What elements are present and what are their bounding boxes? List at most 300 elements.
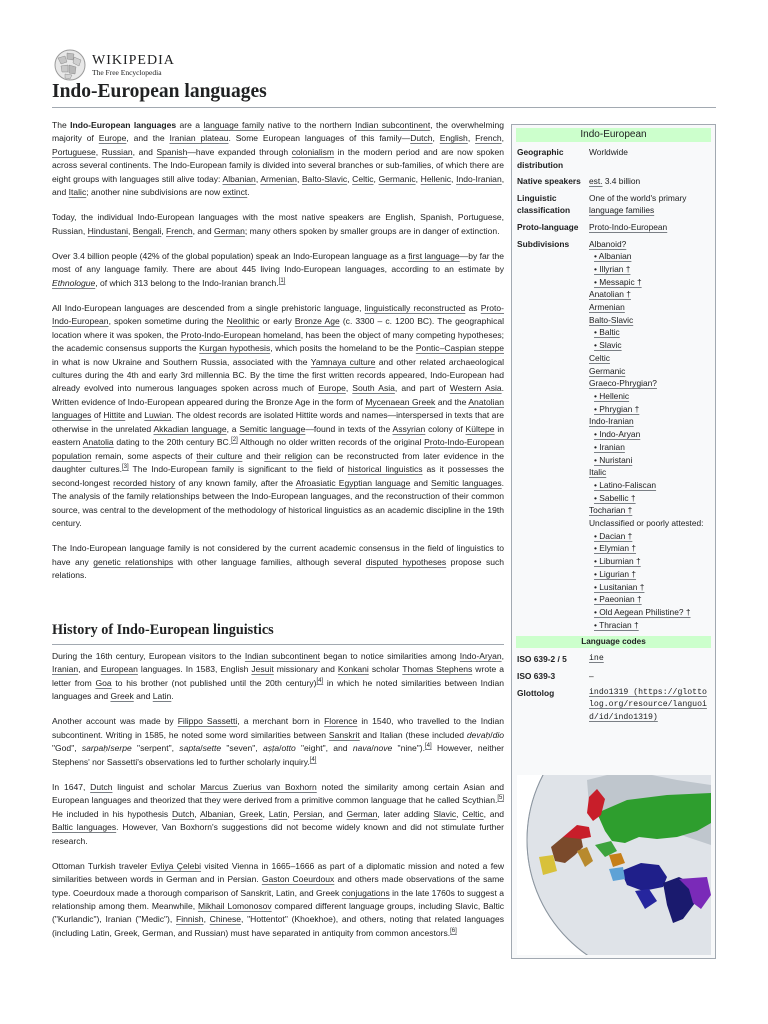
subdivision-link[interactable]: • Dacian †	[594, 530, 633, 541]
text: One of the world's primary	[589, 192, 687, 203]
link-proto-indo-european[interactable]: Proto-Indo-European	[589, 221, 668, 232]
link-hellenic[interactable]: Hellenic	[420, 173, 452, 184]
link-mycenaean-greek[interactable]: Mycenaean Greek	[365, 396, 436, 407]
paragraph-7	[52, 715, 504, 769]
subdivision-item[interactable]	[589, 492, 710, 505]
text: "nine").	[392, 743, 426, 754]
subdivision-item[interactable]	[589, 365, 710, 378]
text: Another account was made by	[52, 716, 178, 727]
text: , of which 313 belong to the Indo-Iranian branch.	[95, 277, 279, 288]
text: Although no older written records of the original	[237, 437, 425, 448]
wordmark-tagline: The Free Encyclopedia	[92, 67, 162, 77]
infobox-row-speakers	[512, 173, 715, 190]
link-indo-aryan[interactable]: Indo-Aryan	[459, 651, 502, 661]
subdivision-link[interactable]: • Phrygian †	[594, 403, 640, 414]
link-yamnaya-culture[interactable]: Yamnaya culture	[310, 356, 376, 367]
link-glottolog[interactable]: indo1319 (https://glottolog.org/resource/languoid/id/indo1319)	[589, 687, 707, 722]
subdivision-item[interactable]	[589, 250, 710, 263]
text: "God",	[52, 743, 82, 754]
link-their-culture[interactable]: their culture	[196, 450, 243, 461]
subdivision-link[interactable]: • Baltic	[594, 327, 620, 338]
text: ,	[347, 173, 353, 184]
subdivision-link[interactable]: Germanic	[589, 365, 626, 376]
subdivision-link[interactable]: • Sabellic †	[594, 492, 636, 503]
link-western-asia[interactable]: Western Asia	[449, 383, 502, 394]
wikipedia-globe-icon[interactable]	[52, 48, 88, 82]
paragraph-8	[52, 781, 504, 848]
text: /	[279, 743, 282, 754]
subdivision-link[interactable]: • Old Aegean Philistine? †	[594, 606, 691, 617]
subdivision-item[interactable]	[589, 530, 710, 543]
text: , has been the object of many competing hypotheses; the academic consensus supports the	[52, 329, 504, 354]
infobox-label: Subdivisions	[517, 238, 570, 249]
link-anatolian-languages[interactable]: Anatolian languages	[52, 396, 504, 421]
text: of	[91, 410, 104, 421]
link-neolithic[interactable]: Neolithic	[226, 316, 260, 327]
link-celtic[interactable]: Celtic	[352, 173, 374, 184]
text: scholar	[368, 664, 403, 675]
text: , a	[226, 423, 240, 434]
site-header[interactable]	[52, 48, 175, 82]
text: or early	[259, 316, 295, 327]
subdivision-list	[589, 238, 710, 632]
text: propose such relations.	[52, 556, 505, 580]
link-french[interactable]: French	[166, 225, 193, 236]
infobox-label: Geographic distribution	[517, 147, 564, 170]
text: "serpent",	[131, 743, 180, 754]
link-french[interactable]: French	[475, 133, 502, 144]
link-evliya-celebi[interactable]: Evliya Çelebi	[150, 860, 202, 871]
text: . However, Van Boxhorn's suggestions did not become widely known and did not stimulate further research.	[52, 822, 504, 846]
subdivision-item[interactable]	[589, 339, 710, 352]
subdivision-item[interactable]	[589, 326, 710, 339]
word-italian: dio	[492, 729, 504, 740]
subdivision-link[interactable]: • Nuristani	[594, 454, 633, 465]
paragraph-6	[52, 650, 504, 704]
link-iranian-plateau[interactable]: Iranian plateau	[169, 133, 229, 144]
link-their-religion[interactable]: their religion	[264, 450, 313, 461]
link-europe[interactable]: Europe	[318, 383, 346, 394]
link-linguistically-reconstructed[interactable]: linguistically reconstructed	[364, 302, 466, 313]
link-ethnologue[interactable]: Ethnologue	[52, 277, 96, 288]
link-italic[interactable]: Italic	[68, 187, 87, 198]
paragraph-1	[52, 119, 504, 200]
subdivision-item[interactable]	[589, 593, 710, 606]
text: dating to the 20th century BC.	[113, 437, 232, 448]
text: , a merchant born in	[237, 716, 325, 727]
text: noted the similarity among certain Asian and European languages and theorized that they were derived from a primitive common language that he called Scythian.	[52, 781, 504, 806]
citation-4[interactable]: [4]	[309, 756, 317, 763]
link-latin[interactable]: Latin	[152, 691, 172, 702]
text: to his brother (not published until the 20th century)	[111, 677, 317, 688]
subdivision-link[interactable]: Graeco-Phrygian?	[589, 378, 657, 389]
infobox-label: Glottolog	[517, 687, 555, 698]
article-section-history	[52, 650, 504, 952]
text: ,	[451, 173, 457, 184]
subdivision-item[interactable]	[589, 403, 710, 416]
subdivision-link[interactable]: • Illyrian †	[594, 263, 631, 274]
link-latin[interactable]: Latin	[268, 808, 288, 819]
link-pie-population[interactable]: Proto-Indo-European population	[52, 437, 504, 461]
word-sanskrit: devaḥ	[466, 729, 491, 740]
text: ,	[456, 808, 463, 819]
link-greek[interactable]: Greek	[110, 691, 134, 702]
infobox-title: Indo-European	[516, 128, 711, 142]
text: ,	[161, 225, 167, 236]
text: However, neither Stephens' nor Sassetti's observations led to further scholarly inquiry.	[52, 743, 505, 767]
text: as	[465, 302, 481, 313]
text: Over 3.4 billion people (42% of the global population) speak an Indo-European language as a	[52, 250, 409, 261]
text: ,	[432, 133, 440, 144]
link-portuguese[interactable]: Portuguese	[52, 146, 96, 157]
text: (c. 3300 – c. 1200 BC). The geographical location where it was spoken, the	[52, 316, 505, 340]
subdivision-item[interactable]	[589, 619, 710, 632]
text: "eight", and	[295, 743, 353, 754]
text: ,	[501, 651, 504, 661]
link-dutch[interactable]: Dutch	[90, 781, 113, 792]
text: . Written evidence of Indo-European appeared during the Bronze Age in the form of	[52, 383, 505, 407]
text: ; many others spoken by smaller groups are in danger of extinction.	[244, 225, 500, 236]
subdivision-item[interactable]	[589, 441, 710, 454]
text: native to the northern	[264, 120, 356, 130]
subdivision-item[interactable]	[589, 238, 710, 251]
link-konkani[interactable]: Konkani	[337, 664, 369, 675]
text: compared different language groups, including Slavic, Baltic ("Kurlandic"), Iranian ("Medic"),	[52, 901, 504, 925]
link-bronze-age[interactable]: Bronze Age	[294, 316, 340, 327]
text: In 1647,	[52, 781, 91, 792]
map-image	[517, 775, 711, 955]
link-indian-subcontinent[interactable]: Indian subcontinent	[355, 120, 431, 130]
infobox-value	[589, 687, 710, 725]
text: in which he noted similarities between Indian languages and	[52, 677, 504, 702]
link-finnish[interactable]: Finnish	[176, 914, 204, 925]
subdivision-link[interactable]: • Hellenic	[594, 391, 630, 401]
text: . The oldest records are isolated Hittite words and names—interspersed in texts that are otherwise in the unrelated	[52, 410, 504, 434]
text: linguist and scholar	[112, 781, 201, 792]
subdivision-item[interactable]	[589, 288, 710, 301]
citation-4[interactable]: [4]	[425, 743, 432, 750]
text: ,	[262, 808, 269, 819]
link-sanskrit[interactable]: Sanskrit	[328, 729, 360, 740]
paragraph-2	[52, 211, 504, 238]
link-hittite[interactable]: Hittite	[103, 410, 126, 421]
link-indian-subcontinent[interactable]: Indian subcontinent	[244, 651, 320, 661]
link-balto-slavic[interactable]: Balto-Slavic	[301, 173, 348, 184]
subdivision-link[interactable]: • Messapic †	[594, 276, 642, 287]
text: wrote a letter from	[52, 664, 504, 688]
infobox-label: Native speakers	[517, 176, 581, 187]
subdivision-item[interactable]	[589, 377, 710, 390]
infobox-row-proto-language	[512, 219, 715, 236]
text: and other related archaeological cultures during the 4th and early 3rd millennia BC. By the time the first written records appeared, Indo-European had already evolved into numerous languages spoken across much of	[52, 356, 504, 394]
text: During the 16th century, European visitors to the	[52, 651, 245, 661]
link-kultepe[interactable]: Kültepe	[465, 423, 495, 434]
text: and	[125, 410, 145, 421]
speakers-count: 3.4 billion	[602, 176, 641, 187]
infobox-label: Linguistic classification	[517, 192, 571, 216]
text: ,	[233, 808, 240, 819]
link-extinct[interactable]: extinct	[222, 187, 248, 198]
infobox-row-iso6393	[512, 668, 715, 685]
indo-european-distribution-map[interactable]	[517, 775, 711, 955]
text: and others made observations of the same type. Coeurdoux made a thorough comparison of Sanskrit, Latin, and Greek	[52, 874, 504, 898]
text: ,	[287, 808, 294, 819]
link-dutch[interactable]: Dutch	[410, 133, 433, 144]
wikipedia-wordmark[interactable]	[92, 53, 175, 78]
link-baltic-languages[interactable]: Baltic languages	[52, 822, 117, 833]
subdivision-item[interactable]	[589, 504, 710, 517]
infobox-row-iso6392	[512, 651, 715, 668]
text: can be reconstructed from later evidence in the daughter cultures.	[52, 450, 504, 475]
page-title: Indo-European languages	[52, 79, 716, 108]
text: , and	[322, 808, 347, 819]
link-iso6392-code[interactable]: ine	[589, 654, 604, 664]
text: Ottoman Turkish traveler	[52, 860, 151, 871]
text: He included in his hypothesis	[52, 808, 172, 819]
text: of any known family, after the	[175, 477, 296, 488]
link-europe[interactable]: Europe	[98, 133, 127, 144]
subdivision-item[interactable]	[589, 415, 710, 428]
text: in 1540, who travelled to the Indian subcontinent. Writing in 1585, he noted some word similarities between	[52, 716, 504, 740]
word-italian: otto	[281, 743, 296, 754]
link-language-family[interactable]: language family	[203, 120, 265, 130]
text: and	[242, 450, 265, 461]
subdivision-link[interactable]: Armenian	[589, 302, 625, 313]
word-italian: nove	[373, 743, 393, 754]
infobox-value	[589, 221, 710, 234]
link-greek[interactable]: Greek	[239, 808, 263, 819]
link-genetic-relationships[interactable]: genetic relationships	[93, 556, 174, 567]
subdivision-link[interactable]: • Albanian	[594, 251, 632, 262]
infobox-label: ISO 639-3	[517, 670, 556, 681]
link-recorded-history[interactable]: recorded history	[113, 477, 176, 488]
link-hindustani[interactable]: Hindustani	[87, 225, 129, 236]
text: —found in texts of the	[305, 423, 393, 434]
link-kurgan-hypothesis[interactable]: Kurgan hypothesis	[199, 343, 271, 354]
text: The Indo-European language family is not considered by the current academic consensus in the field of linguistics to have any	[52, 543, 504, 567]
text: are a	[176, 120, 204, 130]
link-filippo-sassetti[interactable]: Filippo Sassetti	[177, 716, 238, 727]
text: , and the	[126, 133, 170, 144]
link-dutch[interactable]: Dutch	[171, 808, 195, 819]
link-german[interactable]: German	[214, 225, 245, 236]
link-semitic-language[interactable]: Semitic language	[239, 423, 306, 434]
subdivision-item: Unclassified or poorly attested:	[589, 518, 704, 529]
link-indo-iranian[interactable]: Indo-Iranian	[456, 173, 502, 184]
text: Today, the individual Indo-European languages with the most native speakers are English, Spanish, Portuguese, Russian,	[52, 212, 504, 236]
link-english[interactable]: English	[439, 133, 468, 144]
infobox-value	[589, 175, 710, 188]
link-assyrian[interactable]: Assyrian	[392, 423, 426, 434]
link-semitic-languages[interactable]: Semitic languages	[431, 477, 502, 488]
citation-5[interactable]: [5]	[497, 795, 504, 802]
text: —by far the most of any language family. There are about 445 living Indo-European languages, according to an estimate by	[52, 250, 504, 275]
paragraph-5	[52, 542, 504, 582]
text: /	[108, 743, 111, 754]
link-slavic[interactable]: Slavic	[433, 808, 457, 819]
subdivision-link[interactable]: Indo-Iranian	[589, 416, 634, 427]
link-estimate[interactable]: est.	[589, 176, 603, 187]
infobox	[511, 124, 716, 959]
text: and Italian (these included	[359, 729, 467, 740]
text: , and part of	[394, 383, 450, 394]
text: ,	[373, 173, 379, 184]
text: remain, some aspects of	[91, 450, 197, 461]
text: ,	[501, 133, 505, 144]
link-albanian[interactable]: Albanian	[222, 173, 256, 184]
text: ,	[95, 146, 102, 157]
infobox-row-classification	[512, 190, 715, 219]
text: and the	[435, 396, 469, 407]
subdivision-link[interactable]: • Liburnian †	[594, 556, 641, 567]
text: ; another nine subdivisions are now	[86, 187, 223, 198]
subdivision-item[interactable]	[589, 568, 710, 581]
subdivision-item[interactable]	[589, 390, 710, 403]
subdivision-link[interactable]: Celtic	[589, 352, 610, 363]
link-celtic[interactable]: Celtic	[462, 808, 484, 819]
link-goa[interactable]: Goa	[95, 677, 112, 688]
subdivision-link[interactable]: • Indo-Aryan	[594, 429, 641, 440]
link-spanish[interactable]: Spanish	[156, 146, 188, 157]
subdivision-link[interactable]: Albanoid?	[589, 238, 627, 249]
subdivision-item[interactable]	[589, 301, 710, 314]
link-afroasiatic-egyptian[interactable]: Afroasiatic Egyptian language	[295, 477, 411, 488]
infobox-row-subdivisions	[512, 236, 715, 634]
text: .	[247, 187, 250, 198]
subdivision-item[interactable]	[589, 606, 710, 619]
subdivision-item[interactable]	[589, 314, 710, 327]
text: ,	[467, 133, 476, 144]
citation-4[interactable]: [4]	[316, 678, 324, 685]
link-proto-indo-european[interactable]: Proto-Indo-European	[52, 302, 505, 327]
infobox-row-glottolog	[512, 685, 715, 727]
link-language-families[interactable]: language families	[589, 205, 655, 216]
text: , later adding	[377, 808, 434, 819]
subdivision-item[interactable]	[589, 352, 710, 365]
text: visited Vienna in 1665–1666 as part of a diplomatic mission and noted a few similarities between words in German and in Persian.	[52, 860, 505, 885]
link-first-language[interactable]: first language	[408, 250, 460, 261]
text: . The analysis of the family relationships between the Indo-European languages, and the reconstruction of their common source, was central to the development of the methodology of historical linguistics as an academic discipline in the 19th century.	[52, 477, 505, 529]
infobox-value: Worldwide	[589, 147, 628, 157]
subdivision-item[interactable]	[589, 263, 710, 276]
subdivision-link[interactable]: • Ligurian †	[594, 568, 637, 579]
infobox-value: –	[589, 670, 594, 681]
link-iranian[interactable]: Iranian	[52, 664, 79, 675]
text: with other language families, although several	[173, 556, 366, 567]
link-luwian[interactable]: Luwian	[144, 410, 172, 421]
text: in the late 1760s to suggest a relationship among them. Meanwhile,	[52, 887, 504, 912]
link-van-boxhorn[interactable]: Marcus Zuerius van Boxhorn	[200, 781, 317, 792]
text: /	[490, 729, 493, 740]
link-pie-homeland[interactable]: Proto-Indo-European homeland	[180, 329, 301, 340]
link-persian[interactable]: Persian	[293, 808, 323, 819]
text: and	[410, 477, 432, 488]
link-armenian[interactable]: Armenian	[260, 173, 297, 184]
subdivision-link[interactable]: • Slavic	[594, 340, 622, 351]
paragraph-3	[52, 250, 504, 290]
citation-2[interactable]: [2]	[231, 437, 238, 444]
infobox-value	[589, 192, 710, 217]
text: , and	[132, 146, 157, 157]
subdivision-link[interactable]: • Lusitanian †	[594, 581, 645, 592]
text: —have expanded through	[187, 146, 292, 157]
word-italian: serpe	[110, 743, 132, 754]
text: , and	[192, 225, 215, 236]
text: began to notice similarities among	[320, 651, 460, 661]
link-gaston-coeurdoux[interactable]: Gaston Coeurdoux	[261, 874, 335, 885]
link-colonialism[interactable]: colonialism	[291, 146, 335, 157]
text: "seven",	[221, 743, 263, 754]
text: /	[371, 743, 374, 754]
text: ,	[194, 808, 200, 819]
subdivision-item[interactable]	[589, 466, 710, 479]
text: colony of	[425, 423, 466, 434]
link-bengali[interactable]: Bengali	[132, 225, 162, 236]
text: . Some European languages of this family—	[228, 133, 411, 144]
subdivision-item[interactable]	[589, 581, 710, 594]
text: ,	[345, 383, 353, 394]
text: as it possesses the second-longest	[52, 464, 504, 488]
subdivision-link[interactable]: • Latino-Faliscan	[594, 479, 657, 490]
word-italian: sette	[202, 743, 222, 754]
text: .	[171, 691, 174, 702]
link-albanian[interactable]: Albanian	[199, 808, 234, 819]
link-florence[interactable]: Florence	[324, 716, 358, 727]
article-lead	[52, 119, 504, 594]
link-mikhail-lomonosov[interactable]: Mikhail Lomonosov	[197, 901, 272, 912]
subdivision-link[interactable]: • Paeonian †	[594, 594, 642, 605]
subdivision-item[interactable]	[589, 542, 710, 555]
subdivision-item[interactable]	[589, 428, 710, 441]
link-south-asia[interactable]: South Asia	[352, 383, 395, 394]
link-chinese[interactable]: Chinese	[209, 914, 242, 925]
subdivision-item[interactable]	[589, 454, 710, 467]
infobox-label: Proto-language	[517, 221, 579, 232]
link-anatolia[interactable]: Anatolia	[82, 437, 114, 448]
wordmark-title: WIKIPEDIA	[92, 52, 175, 68]
subdivision-item[interactable]	[589, 555, 710, 568]
subdivision-link[interactable]: Italic	[589, 467, 607, 478]
link-conjugations[interactable]: conjugations	[341, 887, 390, 898]
subdivision-link[interactable]: Balto-Slavic	[589, 314, 634, 325]
link-disputed-hypotheses[interactable]: disputed hypotheses	[365, 556, 447, 567]
citation-1[interactable]: [1]	[278, 277, 286, 284]
citation-6[interactable]: [6]	[450, 928, 457, 935]
subdivision-link[interactable]: • Elymian †	[594, 543, 637, 554]
link-germanic[interactable]: Germanic	[378, 173, 416, 184]
subdivision-item[interactable]	[589, 276, 710, 289]
link-jesuit[interactable]: Jesuit	[251, 664, 274, 675]
text: in what is now Ukraine and Southern Russia, associated with the	[52, 356, 311, 367]
text: in the modern period and are now spoken across several continents. The Indo-European family is divided into several branches or sub-families, of which there are eight groups with languages still alive today:	[52, 146, 504, 184]
subdivision-link[interactable]: • Thracian †	[594, 619, 639, 630]
link-historical-linguistics[interactable]: historical linguistics	[347, 464, 423, 475]
subdivision-link[interactable]: Tocharian †	[589, 505, 633, 516]
link-german[interactable]: German	[346, 808, 378, 819]
subdivision-link[interactable]: • Iranian	[594, 441, 625, 452]
link-pontic-caspian-steppe[interactable]: Pontic–Caspian steppe	[415, 343, 504, 354]
link-russian[interactable]: Russian	[101, 146, 133, 157]
subdivision-link[interactable]: Anatolian †	[589, 289, 631, 300]
subdivision-item[interactable]	[589, 479, 710, 492]
citation-3[interactable]: [3]	[122, 464, 129, 471]
bold-term: Indo-European languages	[70, 120, 177, 130]
link-akkadian[interactable]: Akkadian language	[153, 423, 227, 434]
link-thomas-stephens[interactable]: Thomas Stephens	[402, 664, 473, 675]
paragraph-9	[52, 860, 504, 941]
section-heading-history: History of Indo-European linguistics	[52, 620, 504, 645]
link-european[interactable]: European	[100, 664, 138, 675]
